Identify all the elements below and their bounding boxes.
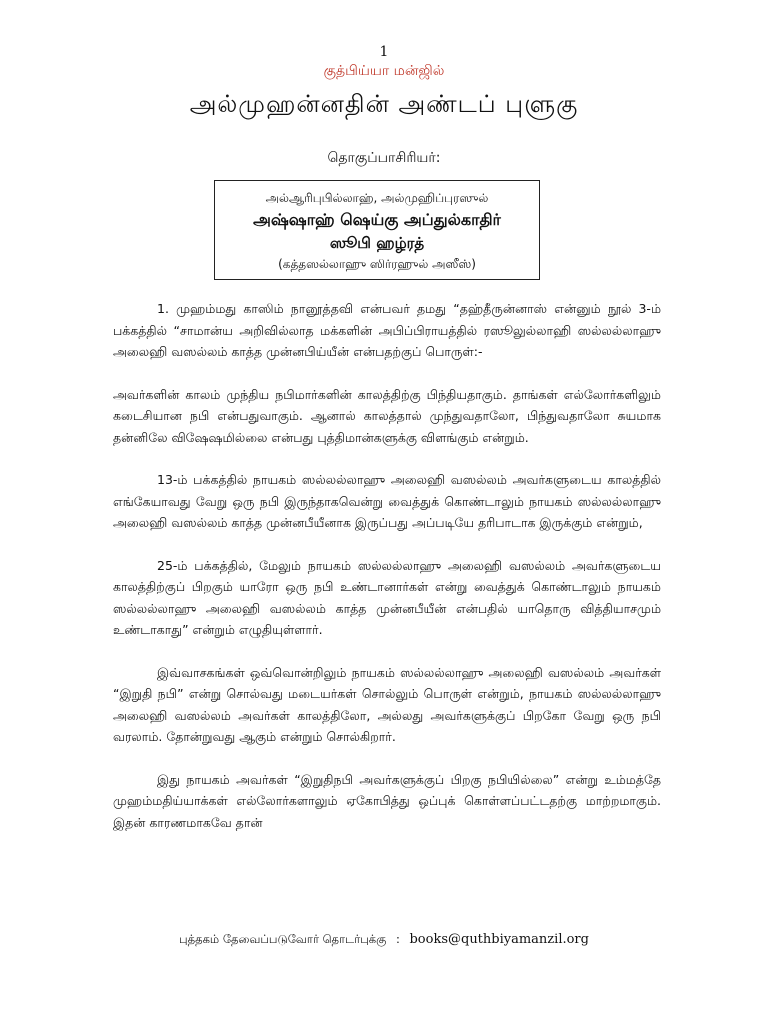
- body-text: [113, 298, 661, 833]
- footer-email-link[interactable]: books@quthbiyamanzil.org: [409, 932, 589, 947]
- document-title: அல்முஹன்னதின் அண்டப் புளுகு: [189, 90, 579, 118]
- page-number: 1: [379, 44, 389, 60]
- footer-separator: :: [395, 932, 400, 946]
- author-box: [214, 180, 540, 280]
- org-name: குத்பிய்யா மன்ஜில்: [323, 63, 445, 79]
- paragraph-5: இவ்வாசகங்கள் ஒவ்வொன்றிலும் நாயகம் ஸல்லல்லாஹு அலைஹி வஸல்லம் அவர்கள் “இறுதி நபி” என்று சொல்வது மடையர்கள் சொல்லும் பொருள் என்றும், நாயகம் ஸல்லல்லாஹு அலைஹி வஸல்லம் அவர்கள் காலத்திலோ, அல்லது அவர்களுக்குப் பிறகோ வேறு ஒரு நபி வரலாம். தோன்றுவது ஆகும் என்றும் சொல்கிறார்.: [113, 664, 661, 744]
- author-title: ஸூபி ஹழ்ரத்: [329, 234, 425, 252]
- paragraph-2: அவர்களின் காலம் முந்திய நபிமார்களின் காலத்திற்கு பிந்தியதாகும். தாங்கள் எல்லோர்களிலும் கடைசியான நபி என்பதுவாகும். ஆனால் காலத்தால் முந்துவதாலோ, பிந்துவதாலோ சுயமாக தன்னிலே விஷேஷமில்லை என்பது புத்திமான்களுக்கு விளங்கும் என்றும்.: [113, 386, 661, 445]
- footer: [0, 932, 768, 948]
- paragraph-3: 13-ம் பக்கத்தில் நாயகம் ஸல்லல்லாஹு அலைஹி வஸல்லம் அவர்களுடைய காலத்தில் எங்கேயாவது வேறு ஒரு நபி இருந்தாகவென்று வைத்துக் கொண்டாலும் நாயகம் ஸல்லல்லாஹு அலைஹி வஸல்லம் காத்த முன்னபீயீனாக இருப்பது அப்படியே தரிபாடாக இருக்கும் என்றும்,: [113, 472, 661, 530]
- author-name: அஷ்ஷாஹ் ஷெய்கு அப்துல்காதிர்: [253, 210, 501, 229]
- paragraph-6: இது நாயகம் அவர்கள் “இறுதிநபி அவர்களுக்குப் பிறகு நபியில்லை” என்று உம்மத்தே முஹம்மதிய்யாக்கள் எல்லோர்களாலும் ஏகோபித்து ஒப்புக் கொள்ளப்பட்டதற்கு மாற்றமாகும். இதன் காரணமாகவே தான்: [113, 771, 661, 830]
- footer-contact-text: புத்தகம் தேவைப்படுவோர் தொடர்புக்கு: [179, 932, 387, 946]
- paragraph-4: 25-ம் பக்கத்தில், மேலும் நாயகம் ஸல்லல்லாஹு அலைஹி வஸல்லம் அவர்களுடைய காலத்திற்குப் பிறகும் யாரோ ஒரு நபி உண்டானார்கள் என்று வைத்துக் கொண்டாலும் நாயகம் ஸல்லல்லாஹு அலைஹி வஸல்லம் காத்த முன்னபீயீன் என்பதில் யாதொரு வித்தியாசமும் உண்டாகாது” என்றும் எழுதியுள்ளார்.: [113, 557, 661, 637]
- author-blessing: (கத்தஸல்லாஹு ஸிர்ரஹுல் அஸீஸ்): [278, 257, 476, 271]
- paragraph-1: 1. முஹம்மது காஸிம் நானூத்தவி என்பவர் தமது “தஹ்தீருன்னாஸ் என்னும் நூல் 3-ம் பக்கத்தில் “சாமான்ய அறிவில்லாத மக்களின் அபிப்பிராயத்தில் ரஸூலுல்லாஹி ஸல்லல்லாஹு அலைஹி வஸல்லம் காத்த முன்னபிய்யீன் என்பதற்குப் பொருள்:-: [113, 301, 661, 359]
- compiler-label: தொகுப்பாசிரியர்:: [327, 150, 441, 166]
- author-honorific: அல்ஆரிபுபில்லாஹ், அல்முஹிப்புரஸுல்: [265, 191, 489, 205]
